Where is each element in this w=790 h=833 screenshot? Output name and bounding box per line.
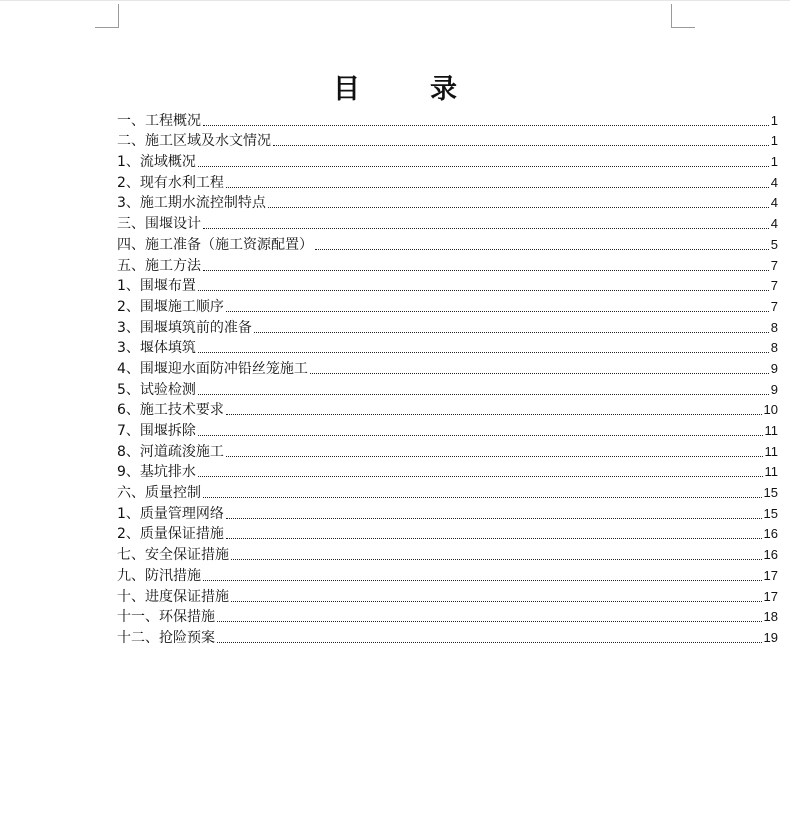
toc-entry-label: 8、河道疏浚施工: [117, 443, 224, 460]
toc-entry[interactable]: [117, 151, 778, 172]
toc-entry-page-number: 10: [763, 402, 778, 418]
toc-entry-label: 2、质量保证措施: [117, 526, 224, 543]
toc-entry-label: 十、进度保证措施: [117, 588, 229, 605]
toc-entry[interactable]: [117, 296, 778, 317]
toc-dot-leader: [198, 352, 769, 353]
toc-entry-page-number: 1: [770, 112, 778, 128]
toc-entry-page-number: 15: [763, 485, 778, 501]
toc-entry[interactable]: [117, 627, 778, 648]
toc-entry-label: 5、试验检测: [117, 381, 196, 398]
toc-entry[interactable]: [117, 379, 778, 400]
toc-entry-label: 3、施工期水流控制特点: [117, 195, 266, 212]
margin-corner-mark-left: [95, 4, 119, 28]
toc-dot-leader: [198, 290, 769, 291]
toc-entry-page-number: 1: [770, 133, 778, 149]
toc-entry[interactable]: [117, 565, 778, 586]
toc-dot-leader: [315, 249, 769, 250]
toc-dot-leader: [226, 187, 769, 188]
toc-entry[interactable]: [117, 193, 778, 214]
toc-entry-page-number: 9: [770, 381, 778, 397]
toc-dot-leader: [203, 228, 769, 229]
toc-entry-label: 一、工程概况: [117, 112, 201, 129]
toc-entry-label: 十一、环保措施: [117, 609, 215, 626]
toc-entry-page-number: 9: [770, 360, 778, 376]
toc-entry-page-number: 17: [763, 588, 778, 604]
toc-entry-label: 4、围堰迎水面防冲铅丝笼施工: [117, 360, 308, 377]
toc-entry[interactable]: [117, 338, 778, 359]
toc-entry-label: 五、施工方法: [117, 257, 201, 274]
toc-entry-page-number: 1: [770, 154, 778, 170]
toc-dot-leader: [254, 332, 769, 333]
toc-entry-label: 七、安全保证措施: [117, 547, 229, 564]
toc-entry[interactable]: [117, 172, 778, 193]
toc-entry[interactable]: [117, 317, 778, 338]
toc-dot-leader: [226, 311, 769, 312]
toc-entry-label: 3、围堰填筑前的准备: [117, 319, 252, 336]
toc-dot-leader: [231, 559, 762, 560]
toc-entry-label: 3、堰体填筑: [117, 340, 196, 357]
toc-dot-leader: [226, 538, 762, 539]
toc-entry[interactable]: [117, 462, 778, 483]
toc-entry-label: 二、施工区域及水文情况: [117, 133, 271, 150]
table-of-contents: [117, 110, 778, 648]
toc-entry-label: 三、围堰设计: [117, 216, 201, 233]
toc-entry-page-number: 4: [770, 195, 778, 211]
toc-entry-label: 四、施工准备（施工资源配置）: [117, 236, 313, 253]
toc-entry-label: 1、流域概况: [117, 154, 196, 171]
toc-entry[interactable]: [117, 213, 778, 234]
toc-entry[interactable]: [117, 276, 778, 297]
toc-entry-page-number: 15: [763, 505, 778, 521]
toc-dot-leader: [217, 642, 762, 643]
toc-entry-page-number: 11: [764, 464, 778, 480]
toc-entry-page-number: 17: [763, 567, 778, 583]
toc-entry-page-number: 4: [770, 216, 778, 232]
toc-entry-page-number: 8: [770, 340, 778, 356]
toc-entry-label: 十二、抢险预案: [117, 629, 215, 646]
toc-dot-leader: [203, 125, 769, 126]
toc-entry[interactable]: [117, 544, 778, 565]
toc-entry[interactable]: [117, 358, 778, 379]
toc-entry[interactable]: [117, 234, 778, 255]
toc-dot-leader: [226, 456, 763, 457]
toc-entry-label: 2、围堰施工顺序: [117, 298, 224, 315]
toc-entry-page-number: 7: [770, 257, 778, 273]
page-top-border: [0, 0, 790, 1]
toc-dot-leader: [203, 270, 769, 271]
toc-dot-leader: [198, 166, 769, 167]
toc-entry-page-number: 4: [770, 174, 778, 190]
toc-entry-page-number: 7: [770, 278, 778, 294]
toc-entry-page-number: 11: [764, 423, 778, 438]
toc-entry-label: 1、围堰布置: [117, 278, 196, 295]
toc-entry-page-number: 19: [763, 629, 778, 645]
toc-entry-label: 六、质量控制: [117, 485, 201, 502]
toc-entry[interactable]: [117, 131, 778, 152]
toc-dot-leader: [226, 518, 762, 519]
toc-entry-label: 2、现有水利工程: [117, 174, 224, 191]
toc-entry-page-number: 11: [764, 443, 778, 459]
margin-corner-mark-right: [671, 4, 695, 28]
toc-entry-label: 1、质量管理网络: [117, 505, 224, 522]
toc-entry-page-number: 16: [763, 526, 778, 542]
toc-dot-leader: [198, 476, 763, 477]
toc-dot-leader: [198, 435, 763, 436]
toc-dot-leader: [226, 414, 762, 415]
toc-entry[interactable]: [117, 503, 778, 524]
toc-entry[interactable]: [117, 400, 778, 421]
toc-dot-leader: [231, 601, 762, 602]
toc-dot-leader: [203, 580, 762, 581]
toc-entry-page-number: 18: [763, 609, 778, 625]
toc-entry[interactable]: [117, 420, 778, 441]
toc-entry-page-number: 8: [770, 319, 778, 335]
toc-entry[interactable]: [117, 586, 778, 607]
toc-entry-page-number: 7: [770, 298, 778, 314]
toc-entry-label: 7、围堰拆除: [117, 423, 196, 439]
toc-entry-page-number: 5: [770, 236, 778, 252]
toc-entry[interactable]: [117, 607, 778, 628]
toc-dot-leader: [198, 394, 769, 395]
toc-dot-leader: [273, 145, 769, 146]
toc-dot-leader: [268, 207, 769, 208]
toc-entry[interactable]: [117, 110, 778, 131]
toc-entry-label: 九、防汛措施: [117, 567, 201, 584]
toc-title: 目录: [333, 74, 527, 105]
toc-entry-page-number: 16: [763, 547, 778, 563]
toc-dot-leader: [203, 497, 762, 498]
toc-entry[interactable]: [117, 255, 778, 276]
toc-dot-leader: [217, 621, 762, 622]
toc-entry-label: 9、基坑排水: [117, 464, 196, 481]
toc-entry-label: 6、施工技术要求: [117, 402, 224, 419]
toc-entry[interactable]: [117, 441, 778, 462]
toc-entry[interactable]: [117, 482, 778, 503]
toc-dot-leader: [310, 373, 769, 374]
toc-entry[interactable]: [117, 524, 778, 545]
